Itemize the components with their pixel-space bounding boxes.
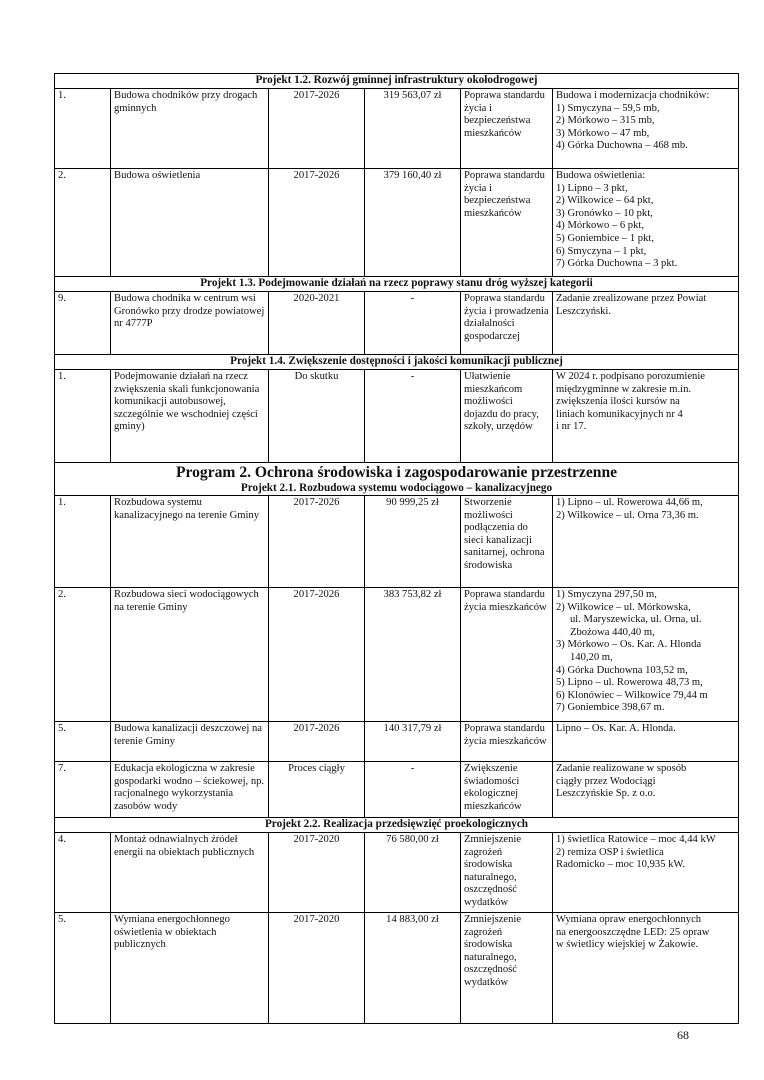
row-number: 1. [55,370,111,463]
result-description [553,169,739,277]
result-line: 2) Mórkowo – 315 mb, [556,115,655,127]
cost: 76 580,00 zł [365,833,461,913]
task-name: Rozbudowa sieci wodociągowych na terenie Gminy [111,588,269,722]
table-row [55,588,739,722]
result-line: 7) Goniembice 398,67 m. [556,702,665,714]
period: Do skutku [269,370,365,463]
cost: 14 883,00 zł [365,913,461,1024]
row-number: 5. [55,722,111,762]
cost: - [365,370,461,463]
period: 2017-2020 [269,913,365,1024]
result-line: Leszczyńskie Sp. z o.o. [556,788,656,800]
result-line: 5) Goniembice – 1 pkt, [556,232,654,244]
task-name: Budowa oświetlenia [111,169,269,277]
table-row [55,833,739,913]
expected-effect: Zmniejszenie zagrożeń środowiska naturalnego, oszczędność wydatków [461,913,553,1024]
result-line: Budowa i modernizacja chodników: [556,90,710,101]
row-number: 4. [55,833,111,913]
task-name: Budowa chodników przy drogach gminnych [111,89,269,169]
expected-effect: Poprawa standardu życia mieszkańców [461,588,553,722]
expected-effect: Zmniejszenie zagrożeń środowiska naturalnego, oszczędność wydatków [461,833,553,913]
result-line: Zbożowa 440,40 m, [570,626,655,638]
task-name: Budowa kanalizacji deszczowej na terenie Gminy [111,722,269,762]
table-row [55,913,739,1024]
task-name: Budowa chodnika w centrum wsi Gronówko przy drodze powiatowej nr 4777P [111,292,269,355]
cost: 379 160,40 zł [365,169,461,277]
task-name: Wymiana energochłonnego oświetlenia w obiektach publicznych [111,913,269,1024]
result-line: 140,20 m, [570,651,613,663]
project-heading-row [55,482,739,496]
project-heading-row [55,277,739,292]
period: 2020-2021 [269,292,365,355]
page-number: 68 [677,1028,689,1042]
result-line: ul. Maryszewicka, ul. Orna, ul. [570,614,702,626]
program-title: Program 2. Ochrona środowiska i zagospodarowanie przestrzenne [55,463,739,482]
expected-effect: Poprawa standardu życia mieszkańców [461,722,553,762]
table-row [55,722,739,762]
result-line: Budowa oświetlenia: [556,170,646,181]
project-title: Projekt 1.2. Rozwój gminnej infrastruktury okołodrogowej [55,74,739,89]
result-line: 5) Lipno – ul. Rowerowa 48,73 m, [556,677,703,689]
result-line: Zadanie zrealizowane przez Powiat [556,293,707,304]
result-line: 2) Wilkowice – 64 pkt, [556,195,654,207]
expected-effect: Stworzenie możliwości podłączenia do sieci kanalizacji sanitarnej, ochrona środowiska [461,496,553,588]
result-line: 6) Klonówiec – Wilkowice 79,44 m [556,689,708,701]
project-heading-row [55,74,739,89]
expected-effect: Ułatwienie mieszkańcom możliwości dojazdu do pracy, szkoły, urzędów [461,370,553,463]
result-line: 2) remiza OSP i świetlica [556,846,664,858]
result-description [553,722,739,762]
row-number: 9. [55,292,111,355]
program-heading-row [55,463,739,482]
row-number: 2. [55,169,111,277]
cost: - [365,762,461,818]
result-line: Lipno – Os. Kar. A. Hlonda. [556,723,676,734]
task-name: Podejmowanie działań na rzecz zwiększenia skali funkcjonowania komunikacji autobusowej, szczególnie we wschodniej części gminy) [111,370,269,463]
period: Proces ciągły [269,762,365,818]
task-table [54,73,739,1024]
result-line: Leszczyński. [556,305,612,317]
task-name: Rozbudowa systemu kanalizacyjnego na terenie Gminy [111,496,269,588]
result-line: 2) Wilkowice – ul. Mórkowska, [556,601,691,613]
period: 2017-2026 [269,496,365,588]
cost: - [365,292,461,355]
expected-effect: Poprawa standardu życia i prowadzenia działalności gospodarczej [461,292,553,355]
project-title: Projekt 2.2. Realizacja przedsięwzięć proekologicznych [55,818,739,833]
result-description [553,292,739,355]
cost: 383 753,82 zł [365,588,461,722]
result-line: 4) Górka Duchowna 103,52 m, [556,664,688,676]
row-number: 2. [55,588,111,722]
period: 2017-2020 [269,833,365,913]
table-row [55,169,739,277]
result-description [553,913,739,1024]
result-line: Wymiana opraw energochłonnych [556,914,702,925]
table-row [55,762,739,818]
result-line: 1) Smyczyna – 59,5 mb, [556,102,660,114]
result-line: liniach komunikacyjnych nr 4 [556,408,683,420]
result-description [553,588,739,722]
table-row [55,496,739,588]
task-name: Montaż odnawialnych źródeł energii na obiektach publicznych [111,833,269,913]
result-line: 1) Lipno – 3 pkt, [556,182,628,194]
result-line: 3) Mórkowo – 47 mb, [556,127,650,139]
result-line: 4) Górka Duchowna – 468 mb. [556,140,688,152]
result-line: W 2024 r. podpisano porozumienie [556,371,705,382]
result-line: 3) Mórkowo – Os. Kar. A. Hlonda [556,639,702,651]
result-description [553,762,739,818]
result-line: na energooszczędne LED: 25 opraw [556,926,710,938]
result-description [553,496,739,588]
result-line: Zadanie realizowane w sposób [556,763,687,774]
table-row [55,89,739,169]
result-line: ciągły przez Wodociągi [556,775,656,787]
result-line: w świetlicy wiejskiej w Żakowie. [556,939,699,951]
result-line: Radomicko – moc 10,935 kW. [556,859,686,871]
result-line: 1) Lipno – ul. Rowerowa 44,66 m, [556,497,703,508]
result-line: 7) Górka Duchowna – 3 pkt. [556,258,678,270]
table-row [55,370,739,463]
task-name: Edukacja ekologiczna w zakresie gospodarki wodno – ściekowej, np. racjonalnego wykorzystania zasobów wody [111,762,269,818]
project-heading-row [55,818,739,833]
cost: 140 317,79 zł [365,722,461,762]
period: 2017-2026 [269,89,365,169]
project-title: Projekt 1.4. Zwiększenie dostępności i jakości komunikacji publicznej [55,355,739,370]
project-heading-row [55,355,739,370]
period: 2017-2026 [269,169,365,277]
row-number: 5. [55,913,111,1024]
project-title: Projekt 1.3. Podejmowanie działań na rzecz poprawy stanu dróg wyższej kategorii [55,277,739,292]
result-line: międzygminne w zakresie m.in. [556,383,692,395]
period: 2017-2026 [269,722,365,762]
cost: 319 563,07 zł [365,89,461,169]
result-description [553,89,739,169]
row-number: 1. [55,496,111,588]
result-line: 1) świetlica Ratowice – moc 4,44 kW [556,834,716,845]
result-line: 2) Wilkowice – ul. Orna 73,36 m. [556,509,699,521]
cost: 90 999,25 zł [365,496,461,588]
result-line: 4) Mórkowo – 6 pkt, [556,220,644,232]
result-line: zwiększenia ilości kursów na [556,396,680,408]
result-description [553,370,739,463]
result-line: 3) Gronówko – 10 pkt, [556,207,653,219]
expected-effect: Zwiększenie świadomości ekologicznej mieszkańców [461,762,553,818]
project-title: Projekt 2.1. Rozbudowa systemu wodociągowo – kanalizacyjnego [55,482,739,496]
expected-effect: Poprawa standardu życia i bezpieczeństwa mieszkańców [461,169,553,277]
expected-effect: Poprawa standardu życia i bezpieczeństwa mieszkańców [461,89,553,169]
result-line: 1) Smyczyna 297,50 m, [556,589,657,600]
row-number: 7. [55,762,111,818]
period: 2017-2026 [269,588,365,722]
table-row [55,292,739,355]
result-description [553,833,739,913]
result-line: i nr 17. [556,421,587,433]
result-line: 6) Smyczyna – 1 pkt, [556,245,647,257]
row-number: 1. [55,89,111,169]
